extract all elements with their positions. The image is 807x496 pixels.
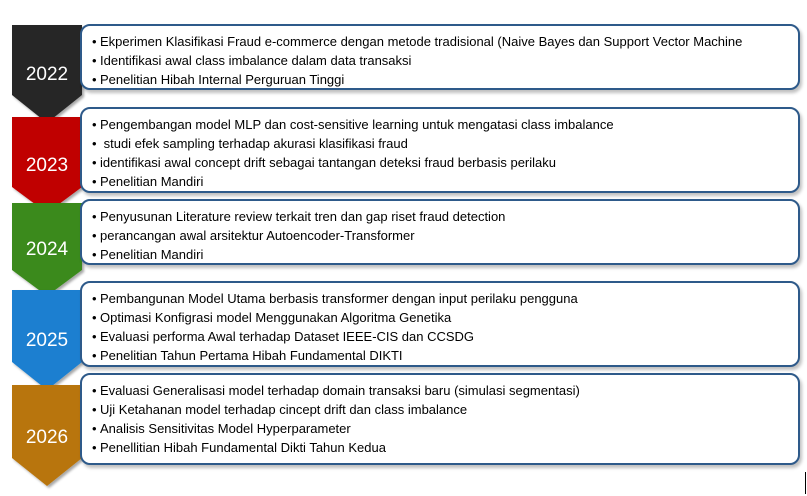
panel-2025 [80, 281, 800, 367]
list-item: • Identifikasi awal class imbalance dalam data transaksi [92, 51, 798, 70]
list-item: • perancangan awal arsitektur Autoencoder-Transformer [92, 226, 798, 245]
list-item: • studi efek sampling terhadap akurasi klasifikasi fraud [92, 134, 798, 153]
list-item: • Evaluasi Generalisasi model terhadap domain transaksi baru (simulasi segmentasi) [92, 381, 798, 400]
panel-2022 [80, 24, 800, 90]
list-item: • Pengembangan model MLP dan cost-sensitive learning untuk mengatasi class imbalance [92, 115, 798, 134]
list-item: • Penelitian Mandiri [92, 172, 798, 191]
year-label-2025: 2025 [25, 330, 69, 351]
item-list [82, 283, 798, 365]
list-item: • Penyusunan Literature review terkait tren dan gap riset fraud detection [92, 207, 798, 226]
list-item: • Evaluasi performa Awal terhadap Dataset IEEE-CIS dan CCSDG [92, 327, 798, 346]
item-list [82, 109, 798, 191]
list-item: • Penelitian Hibah Internal Perguruan Tinggi [92, 70, 798, 89]
list-item: • Analisis Sensitivitas Model Hyperparameter [92, 419, 798, 438]
list-item: • identifikasi awal concept drift sebagai tantangan deteksi fraud berbasis perilaku [92, 153, 798, 172]
list-item: • Optimasi Konfigrasi model Menggunakan Algoritma Genetika [92, 308, 798, 327]
list-item: • Penelitian Tahun Pertama Hibah Fundamental DIKTI [92, 346, 798, 365]
panel-2026 [80, 373, 800, 465]
year-label-2023: 2023 [25, 155, 69, 176]
list-item: • Penelitian Mandiri [92, 245, 798, 264]
panel-2024 [80, 199, 800, 265]
item-list [82, 201, 798, 264]
panel-2023 [80, 107, 800, 193]
list-item: • Uji Ketahanan model terhadap cincept drift dan class imbalance [92, 400, 798, 419]
edge-divider [805, 472, 806, 494]
list-item: • Penellitian Hibah Fundamental Dikti Tahun Kedua [92, 438, 798, 457]
item-list [82, 375, 798, 457]
item-list [82, 26, 798, 89]
list-item: • Pembangunan Model Utama berbasis transformer dengan input perilaku pengguna [92, 289, 798, 308]
list-item: • Ekperimen Klasifikasi Fraud e-commerce dengan metode tradisional (Naive Bayes dan Support Vector Machine [92, 32, 798, 51]
year-label-2026: 2026 [25, 427, 69, 448]
year-label-2022: 2022 [25, 64, 69, 85]
year-label-2024: 2024 [25, 239, 69, 260]
